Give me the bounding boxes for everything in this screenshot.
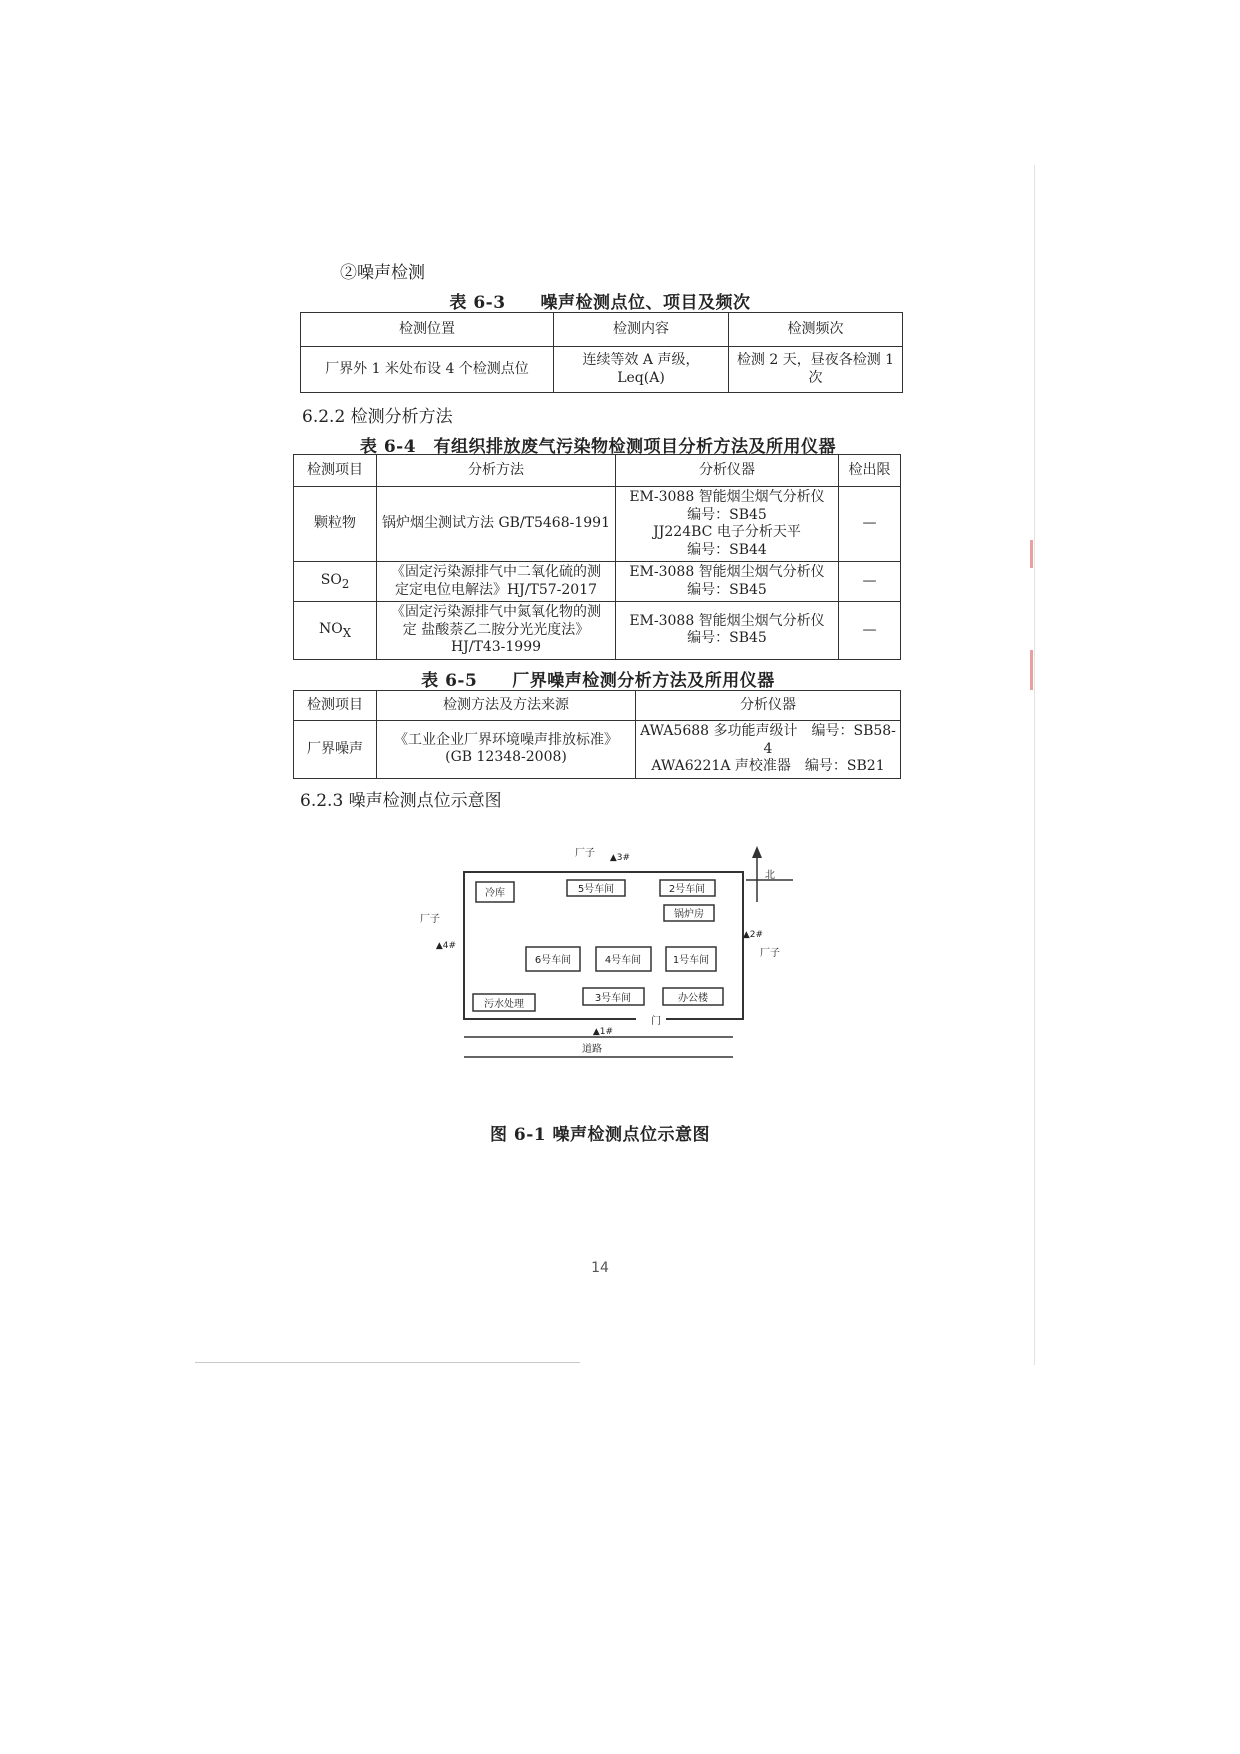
building-label: 3号车间 bbox=[594, 993, 632, 1004]
subsection-6-2-3: 6.2.3 噪声检测点位示意图 bbox=[300, 791, 502, 811]
subsection-6-2-2: 6.2.2 检测分析方法 bbox=[302, 407, 453, 427]
cell-line: EM-3088 智能烟尘烟气分析仪 bbox=[629, 489, 825, 505]
item-text: SO bbox=[320, 571, 342, 588]
north-arrow-head bbox=[752, 846, 762, 858]
building-label: 5号车间 bbox=[577, 884, 615, 895]
cell-line: 定 盐酸萘乙二胺分光光度法》 bbox=[402, 621, 590, 638]
figure-caption: 图 6-1 噪声检测点位示意图 bbox=[489, 1125, 711, 1145]
north-label: 北 bbox=[765, 870, 775, 881]
table-6-4-caption: 表 6-4 有组织排放废气污染物检测项目分析方法及所用仪器 bbox=[359, 437, 837, 457]
table-cell: — bbox=[839, 487, 901, 562]
table-header: 检测内容 bbox=[554, 313, 729, 347]
table-6-5-caption: 表 6-5 厂界噪声检测分析方法及所用仪器 bbox=[421, 671, 775, 691]
section-title: ②噪声检测 bbox=[340, 263, 425, 283]
monitoring-point: ▲2# bbox=[742, 930, 764, 940]
page-number: 14 bbox=[591, 1260, 609, 1276]
monitoring-point: ▲1# bbox=[592, 1027, 614, 1037]
table-cell: — bbox=[839, 602, 901, 660]
cell-line: HJ/T43-1999 bbox=[450, 639, 542, 655]
cell-line: 连续等效 A 声级， bbox=[582, 352, 700, 368]
cell-line: AWA5688 多功能声级计 编号：SB58-4 bbox=[640, 723, 896, 757]
plant-label: 厂子 bbox=[760, 948, 780, 959]
building-label: 6号车间 bbox=[534, 955, 572, 966]
table-header: 检测方法及方法来源 bbox=[377, 691, 636, 721]
building-label: 1号车间 bbox=[672, 955, 710, 966]
cell-line: 《工业企业厂界环境噪声排放标准》 bbox=[394, 731, 618, 748]
table-cell: 厂界外 1 米处布设 4 个检测点位 bbox=[301, 347, 554, 393]
table-cell: 颗粒物 bbox=[294, 487, 377, 562]
road-label: 道路 bbox=[582, 1044, 602, 1055]
building-label: 冷库 bbox=[485, 888, 505, 899]
table-header: 检测频次 bbox=[729, 313, 903, 347]
building-label: 4号车间 bbox=[604, 955, 642, 966]
cell-line: 《固定污染源排气中氮氧化物的测 bbox=[391, 604, 601, 620]
table-header: 检测位置 bbox=[301, 313, 554, 347]
gate-label: 门 bbox=[651, 1016, 661, 1027]
table-6-3-caption: 表 6-3 噪声检测点位、项目及频次 bbox=[449, 293, 751, 313]
table-header: 分析仪器 bbox=[636, 691, 901, 721]
cell-line: 编号：SB45 bbox=[687, 630, 767, 647]
cell-line: 定定电位电解法》HJ/T57-2017 bbox=[394, 581, 598, 598]
cell-line: 编号：SB45 bbox=[687, 506, 767, 523]
cell-line: EM-3088 智能烟尘烟气分析仪 bbox=[629, 564, 825, 580]
cell-line: JJ224BC 电子分析天平 bbox=[653, 524, 801, 540]
building-label: 锅炉房 bbox=[674, 909, 704, 920]
table-header: 检出限 bbox=[839, 455, 901, 487]
cell-line: AWA6221A 声校准器 编号：SB21 bbox=[651, 758, 885, 774]
table-header: 检测项目 bbox=[294, 691, 377, 721]
cell-line: EM-3088 智能烟尘烟气分析仪 bbox=[629, 612, 825, 629]
cell-line: 《固定污染源排气中二氧化硫的测 bbox=[391, 564, 601, 580]
cell-line: Leq(A) bbox=[617, 369, 665, 386]
cell-line: 编号：SB44 bbox=[687, 541, 767, 558]
cell-line: 编号：SB45 bbox=[687, 581, 767, 598]
table-header: 检测项目 bbox=[294, 455, 377, 487]
building-label: 污水处理 bbox=[484, 999, 524, 1010]
item-subscript: 2 bbox=[341, 576, 350, 591]
building-label: 2号车间 bbox=[668, 884, 706, 895]
table-cell: 检测 2 天，昼夜各检测 1 次 bbox=[729, 347, 903, 393]
item-subscript: X bbox=[342, 625, 352, 640]
monitoring-point: ▲3# bbox=[609, 853, 631, 863]
monitoring-point: ▲4# bbox=[435, 941, 457, 951]
cell-line: (GB 12348-2008) bbox=[445, 749, 567, 766]
item-text: NO bbox=[318, 620, 343, 637]
table-cell: — bbox=[839, 562, 901, 602]
table-header: 分析方法 bbox=[377, 455, 616, 487]
plant-label: 厂子 bbox=[420, 914, 440, 925]
table-cell: 锅炉烟尘测试方法 GB/T5468-1991 bbox=[377, 487, 616, 562]
table-cell: 厂界噪声 bbox=[294, 721, 377, 779]
plant-label: 厂子 bbox=[575, 848, 595, 859]
table-header: 分析仪器 bbox=[616, 455, 839, 487]
building-label: 办公楼 bbox=[678, 993, 708, 1004]
